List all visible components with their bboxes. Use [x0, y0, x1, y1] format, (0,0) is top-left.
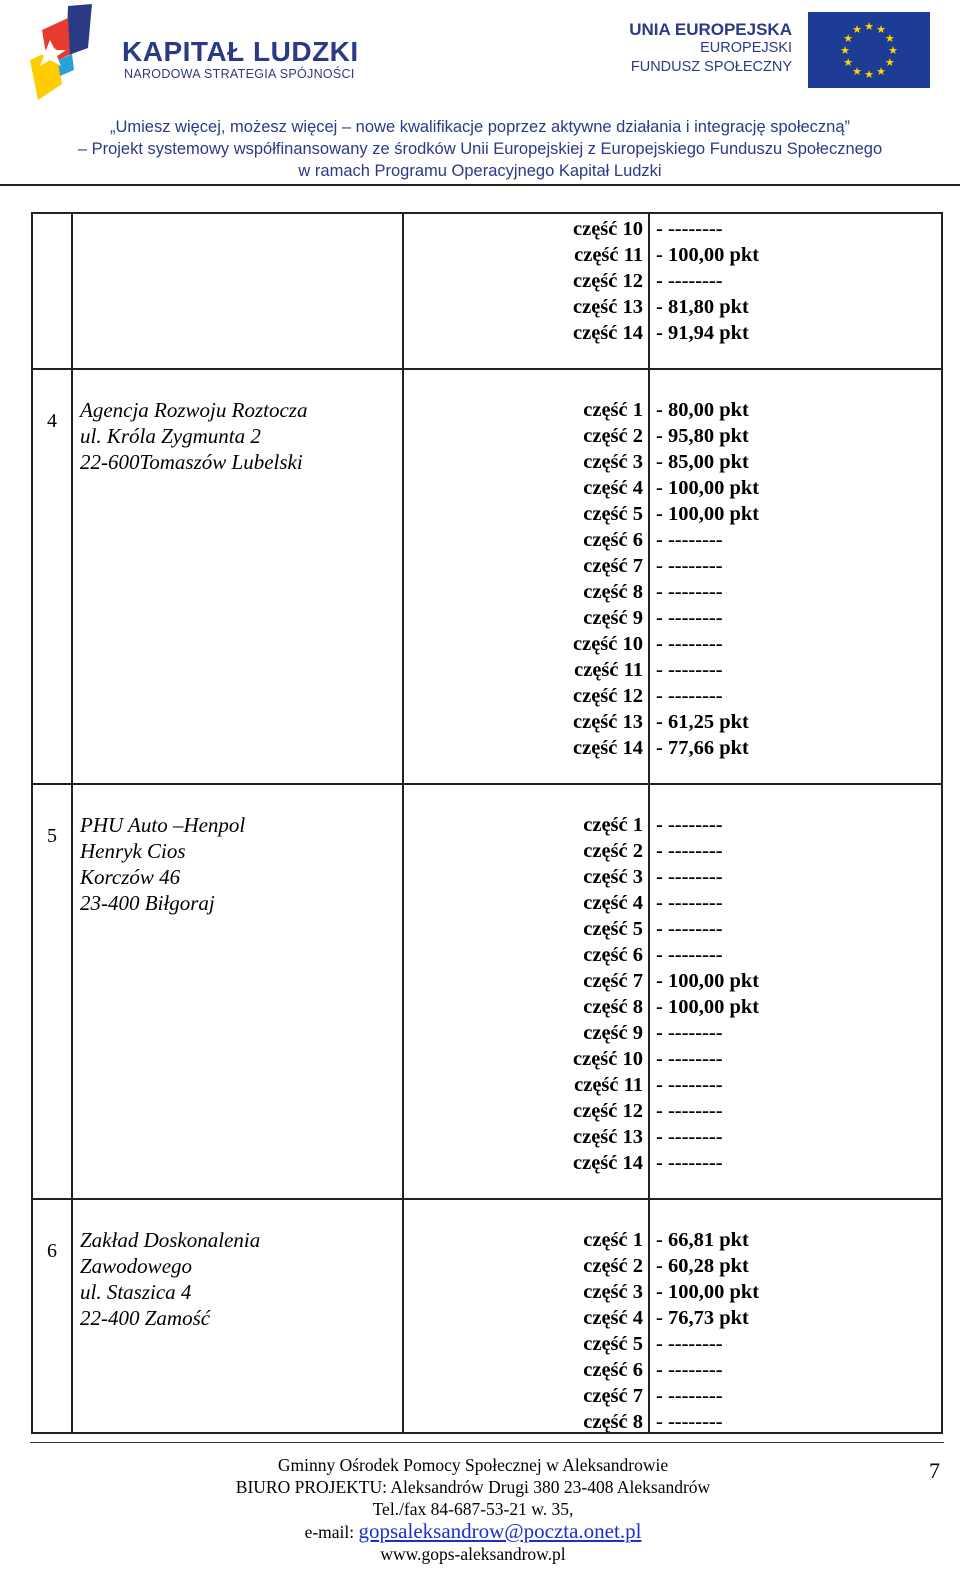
score-value: - 100,00 pkt [656, 970, 760, 992]
part-label: część 11 [574, 1074, 643, 1096]
table-border-top [31, 212, 943, 214]
footer-line-1: Gminny Ośrodek Pomocy Społecznej w Aleksandrowie [277, 1455, 669, 1475]
company-line: 23-400 Biłgoraj [80, 891, 215, 915]
part-label: część 4 [583, 477, 643, 499]
part-label: część 8 [583, 1411, 643, 1433]
company-line: ul. Króla Zygmunta 2 [80, 424, 261, 448]
company-address [80, 812, 245, 916]
score-value: - -------- [656, 218, 723, 240]
part-label: część 11 [574, 244, 643, 266]
company-line: Zawodowego [80, 1254, 193, 1278]
part-label: część 1 [583, 814, 643, 836]
score-value: - -------- [656, 607, 723, 629]
score-value: - -------- [656, 892, 723, 914]
part-label: część 10 [573, 218, 643, 240]
offers-table [31, 212, 943, 1434]
part-label: część 14 [573, 1152, 643, 1174]
score-value: - -------- [656, 270, 723, 292]
company-line: 22-400 Zamość [80, 1306, 211, 1330]
table-border-right [941, 212, 943, 1434]
score-value: - 61,25 pkt [656, 711, 749, 733]
kapital-ludzki-subtitle: NARODOWA STRATEGIA SPÓJNOŚCI [124, 67, 355, 81]
part-label: część 14 [573, 322, 643, 344]
part-label: część 9 [583, 607, 643, 629]
score-value: - -------- [656, 555, 723, 577]
eu-star-icon: ★ [864, 69, 874, 81]
score-value: - -------- [656, 814, 723, 836]
scores-list [656, 1227, 759, 1435]
part-label: część 8 [583, 581, 643, 603]
company-line: Korczów 46 [80, 865, 181, 889]
row-divider [31, 783, 943, 785]
footer-line-3: Tel./fax 84-687-53-21 w. 35, [372, 1499, 574, 1519]
eu-star-icon: ★ [852, 24, 862, 37]
motto-line-1: „Umiesz więcej, możesz więcej – nowe kwalifikacje poprzez aktywne działania i integrację społeczną” [109, 118, 851, 136]
part-label: część 6 [583, 529, 643, 551]
score-value: - -------- [656, 944, 723, 966]
score-value: - -------- [656, 1048, 723, 1070]
kapital-ludzki-logo-icon [28, 4, 100, 104]
parts-list [405, 216, 643, 346]
score-value: - -------- [656, 633, 723, 655]
project-motto [0, 116, 960, 182]
part-label: część 2 [583, 425, 643, 447]
score-value: - 81,80 pkt [656, 296, 749, 318]
parts-list [405, 397, 643, 761]
footer-address [0, 1454, 946, 1565]
part-label: część 2 [583, 840, 643, 862]
score-value: - -------- [656, 529, 723, 551]
part-label: część 5 [583, 1333, 643, 1355]
eu-star-icon: ★ [888, 45, 898, 57]
eu-star-icon: ★ [840, 45, 850, 57]
score-value: - 95,80 pkt [656, 425, 749, 447]
part-label: część 6 [583, 1359, 643, 1381]
score-value: - -------- [656, 1385, 723, 1407]
eu-star-icon: ★ [876, 24, 886, 37]
score-value: - 60,28 pkt [656, 1255, 749, 1277]
part-label: część 4 [583, 1307, 643, 1329]
part-label: część 1 [583, 399, 643, 421]
eu-line-1: UNIA EUROPEJSKA [629, 20, 792, 39]
company-line: Agencja Rozwoju Roztocza [80, 398, 308, 422]
eu-line-2: EUROPEJSKI [700, 40, 792, 56]
part-label: część 14 [573, 737, 643, 759]
company-line: 22-600Tomaszów Lubelski [80, 450, 303, 474]
part-label: część 12 [573, 270, 643, 292]
part-label: część 13 [573, 296, 643, 318]
company-line: ul. Staszica 4 [80, 1280, 192, 1304]
score-value: - 100,00 pkt [656, 503, 760, 525]
company-address [80, 1227, 260, 1331]
row-divider [31, 368, 943, 370]
part-label: część 3 [583, 1281, 643, 1303]
score-value: - 91,94 pkt [656, 322, 749, 344]
score-value: - -------- [656, 659, 723, 681]
score-value: - 85,00 pkt [656, 451, 749, 473]
footer-divider [30, 1442, 944, 1443]
score-value: - -------- [656, 1074, 723, 1096]
header-divider [0, 184, 960, 186]
row-number: 5 [47, 825, 57, 847]
row-number: 4 [47, 410, 57, 432]
score-value: - 100,00 pkt [656, 477, 760, 499]
parts-list [405, 812, 643, 1176]
company-address [80, 397, 307, 475]
row-divider [31, 1198, 943, 1200]
part-label: część 9 [583, 1022, 643, 1044]
score-value: - -------- [656, 1333, 723, 1355]
scores-list [656, 812, 759, 1176]
score-value: - -------- [656, 1152, 723, 1174]
company-line: PHU Auto –Henpol [80, 813, 246, 837]
part-label: część 7 [583, 1385, 643, 1407]
eu-fund-label [629, 20, 792, 77]
scores-list [656, 216, 759, 346]
score-value: - 80,00 pkt [656, 399, 749, 421]
score-value: - 100,00 pkt [656, 1281, 760, 1303]
score-value: - -------- [656, 685, 723, 707]
part-label: część 13 [573, 711, 643, 733]
part-label: część 2 [583, 1255, 643, 1277]
part-label: część 3 [583, 451, 643, 473]
score-value: - 77,66 pkt [656, 737, 749, 759]
eu-line-3: FUNDUSZ SPOŁECZNY [630, 59, 792, 75]
score-value: - -------- [656, 1411, 723, 1433]
page-header [0, 0, 960, 188]
part-label: część 12 [573, 685, 643, 707]
part-label: część 4 [583, 892, 643, 914]
score-value: - -------- [656, 918, 723, 940]
score-value: - 100,00 pkt [656, 244, 760, 266]
score-value: - -------- [656, 866, 723, 888]
scores-list [656, 397, 759, 761]
part-label: część 12 [573, 1100, 643, 1122]
column-divider [402, 212, 404, 1434]
score-value: - -------- [656, 840, 723, 862]
footer-line-2: BIURO PROJEKTU: Aleksandrów Drugi 380 23-408 Aleksandrów [235, 1477, 711, 1497]
score-value: - 76,73 pkt [656, 1307, 749, 1329]
eu-star-icon: ★ [843, 33, 854, 45]
part-label: część 11 [574, 659, 643, 681]
part-label: część 13 [573, 1126, 643, 1148]
score-value: - -------- [656, 1126, 723, 1148]
part-label: część 10 [573, 1048, 643, 1070]
footer-website[interactable]: www.gops-aleksandrow.pl [380, 1544, 566, 1564]
eu-flag-icon [808, 12, 930, 88]
eu-star-icon: ★ [876, 65, 886, 78]
company-line: Henryk Cios [80, 839, 186, 863]
parts-list [405, 1227, 643, 1435]
page-footer [0, 1448, 960, 1583]
part-label: część 10 [573, 633, 643, 655]
eu-star-icon: ★ [884, 33, 895, 45]
email-link[interactable]: gopsaleksandrow@poczta.onet.pl [358, 1519, 642, 1543]
score-value: - -------- [656, 581, 723, 603]
column-divider [648, 212, 650, 1434]
part-label: część 6 [583, 944, 643, 966]
score-value: - -------- [656, 1100, 723, 1122]
part-label: część 7 [583, 970, 643, 992]
score-value: - 66,81 pkt [656, 1229, 749, 1251]
page-number: 7 [929, 1458, 940, 1483]
motto-line-3: w ramach Programu Operacyjnego Kapitał Ludzki [298, 162, 662, 180]
eu-star-icon: ★ [843, 57, 854, 69]
part-label: część 8 [583, 996, 643, 1018]
eu-star-icon: ★ [884, 57, 895, 69]
score-value: - 100,00 pkt [656, 996, 760, 1018]
kapital-ludzki-title: KAPITAŁ LUDZKI [122, 36, 359, 67]
company-line: Zakład Doskonalenia [80, 1228, 261, 1252]
score-value: - -------- [656, 1359, 723, 1381]
eu-star-icon: ★ [852, 65, 862, 78]
footer-email-row [0, 1520, 946, 1543]
score-value: - -------- [656, 1022, 723, 1044]
part-label: część 1 [583, 1229, 643, 1251]
row-number: 6 [47, 1240, 57, 1262]
part-label: część 5 [583, 918, 643, 940]
part-label: część 3 [583, 866, 643, 888]
part-label: część 7 [583, 555, 643, 577]
motto-line-2: – Projekt systemowy współfinansowany ze środków Unii Europejskiej z Europejskiego Funduszu Społecznego [77, 140, 883, 158]
email-label: e-mail: [304, 1522, 359, 1542]
part-label: część 5 [583, 503, 643, 525]
eu-star-icon: ★ [864, 21, 874, 33]
